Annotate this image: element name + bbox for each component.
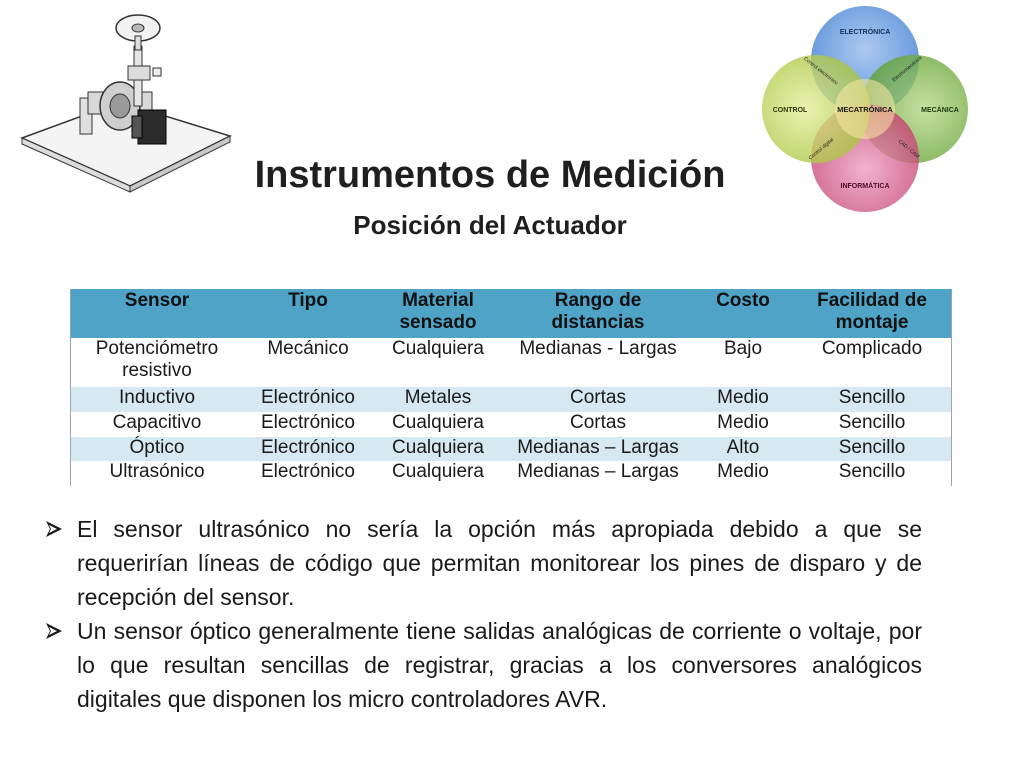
table-cell: Cualquiera — [373, 437, 503, 462]
bullet-text: Un sensor óptico generalmente tiene salidas analógicas de corriente o voltaje, por lo que resultan sencillas de registrar, gracias a los conversores analógicos digitales que disponen los micro controladores AVR. — [77, 618, 922, 712]
table-cell: Alto — [693, 437, 793, 462]
venn-overlap-cad-cam: CAD / CAM — [896, 138, 921, 160]
venn-overlap-control-electronico: Control electrónico — [802, 56, 839, 87]
venn-overlap-electromecanica: Electromecánica — [891, 55, 924, 84]
table-cell: Electrónico — [243, 412, 373, 437]
table-cell: Cortas — [503, 412, 693, 437]
sensor-comparison-table — [70, 289, 952, 486]
table-cell: Medianas - Largas — [503, 338, 693, 387]
column-header-costo: Costo — [693, 289, 793, 338]
table-cell: Sencillo — [793, 437, 951, 462]
table-row — [71, 461, 951, 486]
column-header-material: Material sensado — [373, 289, 503, 338]
bullet-list — [44, 512, 922, 716]
column-header-sensor: Sensor — [71, 289, 243, 338]
bullet-item — [44, 614, 922, 716]
table-cell: Capacitivo — [71, 412, 243, 437]
venn-label-control: CONTROL — [772, 107, 808, 114]
table-cell: Sencillo — [793, 412, 951, 437]
arrow-bullet-icon — [44, 621, 64, 641]
table-cell: Cualquiera — [373, 461, 503, 486]
table-cell: Mecánico — [243, 338, 373, 387]
arrow-bullet-icon — [44, 519, 64, 539]
table-cell: Óptico — [71, 437, 243, 462]
venn-label-electronica: ELECTRÓNICA — [839, 29, 891, 36]
table-row — [71, 338, 951, 387]
column-header-facilidad: Facilidad de montaje — [793, 289, 951, 338]
table-header-row — [71, 289, 951, 338]
table-cell: Electrónico — [243, 437, 373, 462]
table-cell: Inductivo — [71, 387, 243, 412]
table-cell: Ultrasónico — [71, 461, 243, 486]
bullet-text: El sensor ultrasónico no sería la opción más apropiada debido a que se requerirían líneas de código que permitan monitorear los pines de disparo y de recepción del sensor. — [77, 516, 922, 610]
column-header-rango: Rango de distancias — [503, 289, 693, 338]
venn-label-informatica: INFORMÁTICA — [840, 183, 890, 190]
table-cell: Medianas – Largas — [503, 461, 693, 486]
table-cell: Electrónico — [243, 387, 373, 412]
table-cell: Cualquiera — [373, 412, 503, 437]
table-cell: Medio — [693, 412, 793, 437]
table-cell: Medianas – Largas — [503, 437, 693, 462]
table-cell: Medio — [693, 461, 793, 486]
table-cell: Metales — [373, 387, 503, 412]
table-cell: Bajo — [693, 338, 793, 387]
venn-label-mecanica: MECÁNICA — [921, 107, 959, 114]
venn-label-center: MECATRÓNICA — [837, 105, 893, 114]
table-cell: Potenciómetro resistivo — [71, 338, 243, 387]
column-header-tipo: Tipo — [243, 289, 373, 338]
page-title: Instrumentos de Medición — [254, 154, 726, 196]
table-cell: Sencillo — [793, 461, 951, 486]
table-row — [71, 412, 951, 437]
table-cell: Cortas — [503, 387, 693, 412]
table-cell: Electrónico — [243, 461, 373, 486]
table-cell: Cualquiera — [373, 338, 503, 387]
table-cell: Sencillo — [793, 387, 951, 412]
table-row — [71, 437, 951, 462]
table-cell: Complicado — [793, 338, 951, 387]
page-subtitle: Posición del Actuador — [353, 210, 627, 240]
table-row — [71, 387, 951, 412]
venn-overlap-control-digital: Control digital — [807, 137, 835, 162]
bullet-item — [44, 512, 922, 614]
table-cell: Medio — [693, 387, 793, 412]
